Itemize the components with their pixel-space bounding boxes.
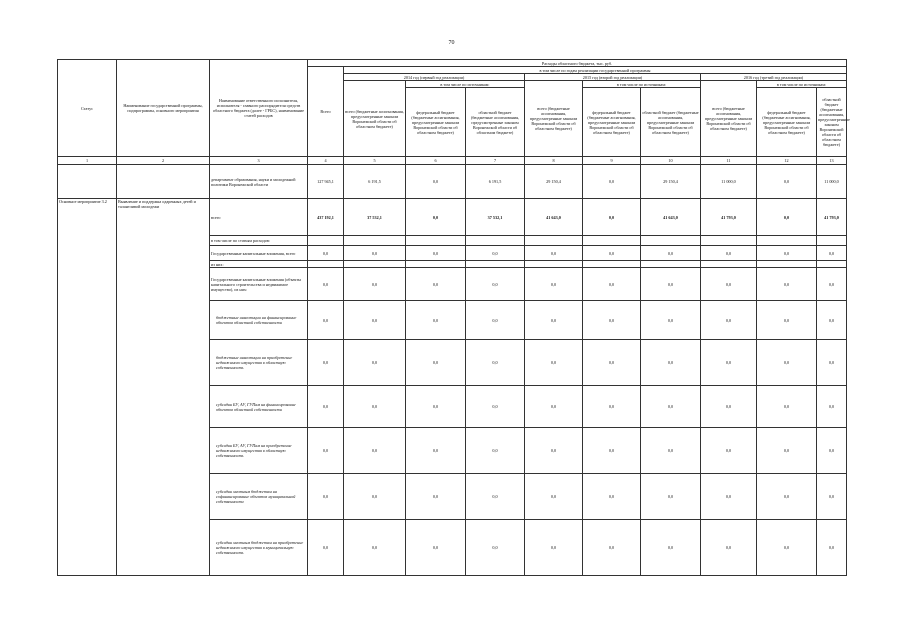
value-cell	[757, 236, 817, 246]
value-cell: 0,0	[701, 246, 757, 261]
column-number: 5	[344, 157, 406, 165]
column-number: 6	[406, 157, 466, 165]
value-cell: 0,0	[701, 386, 757, 428]
value-cell	[308, 261, 344, 268]
value-cell	[344, 236, 406, 246]
value-cell: 0,0	[406, 199, 466, 236]
value-cell: 0,0	[583, 428, 641, 474]
value-cell: 0,0	[406, 246, 466, 261]
value-cell: 0,0	[701, 428, 757, 474]
column-number: 12	[757, 157, 817, 165]
value-cell	[701, 236, 757, 246]
value-cell: 0,0	[641, 386, 701, 428]
header-expenses-title: Расходы областного бюджета, тыс. руб.	[308, 60, 847, 67]
value-cell: 437 192,1	[308, 199, 344, 236]
value-cell: 29 150,4	[525, 165, 583, 199]
column-number: 2	[117, 157, 210, 165]
column-number: 7	[466, 157, 525, 165]
value-cell: 41 643,0	[525, 199, 583, 236]
header-y1-all: всего (бюджетные ассигнования, предусмотренные законом Воронежской области об областном бюджете)	[344, 81, 406, 157]
row-label: субсидии БУ, АУ, ГУПам на приобретение недвижимого имущества в областную собственность	[210, 428, 308, 474]
value-cell: 0,0	[466, 340, 525, 386]
row-label: из них:	[210, 261, 308, 268]
header-y1-sources: в том числе по источникам:	[406, 81, 525, 88]
value-cell: 0,0	[344, 520, 406, 576]
value-cell: 0,0	[406, 340, 466, 386]
column-number: 13	[817, 157, 847, 165]
column-number: 8	[525, 157, 583, 165]
row-label: всего	[210, 199, 308, 236]
value-cell	[641, 261, 701, 268]
value-cell: 0,0	[406, 474, 466, 520]
value-cell: 0,0	[344, 386, 406, 428]
value-cell: 0,0	[583, 474, 641, 520]
value-cell	[757, 261, 817, 268]
value-cell: 0,0	[817, 386, 847, 428]
value-cell: 0,0	[757, 340, 817, 386]
value-cell	[525, 236, 583, 246]
value-cell: 0,0	[817, 520, 847, 576]
value-cell: 0,0	[466, 520, 525, 576]
value-cell: 0,0	[466, 246, 525, 261]
value-cell: 0,0	[525, 474, 583, 520]
value-cell: 0,0	[757, 268, 817, 301]
value-cell: 0,0	[466, 301, 525, 340]
value-cell: 0,0	[344, 428, 406, 474]
value-cell: 41 793,0	[817, 199, 847, 236]
value-cell: 0,0	[525, 386, 583, 428]
value-cell: 0,0	[583, 268, 641, 301]
header-status: Статус	[58, 60, 117, 157]
header-year-2016: 2016 год (третий год реализации)	[701, 74, 847, 81]
value-cell	[406, 236, 466, 246]
value-cell: 0,0	[308, 520, 344, 576]
value-cell: 0,0	[406, 301, 466, 340]
value-cell	[525, 261, 583, 268]
value-cell: 0,0	[757, 165, 817, 199]
table-row	[58, 199, 847, 236]
value-cell: 0,0	[406, 520, 466, 576]
value-cell: 0,0	[583, 301, 641, 340]
row-label: Государственные капитальные вложения, всего	[210, 246, 308, 261]
value-cell: 37 532,1	[344, 199, 406, 236]
value-cell	[406, 261, 466, 268]
value-cell: 0,0	[757, 474, 817, 520]
row-program-name	[117, 165, 210, 199]
value-cell: 0,0	[308, 386, 344, 428]
value-cell: 0,0	[641, 428, 701, 474]
header-year-2014: 2014 год (первый год реализации)	[344, 74, 525, 81]
value-cell: 0,0	[757, 428, 817, 474]
value-cell: 0,0	[701, 520, 757, 576]
value-cell: 0,0	[308, 340, 344, 386]
value-cell: 0,0	[583, 520, 641, 576]
value-cell: 0,0	[525, 340, 583, 386]
value-cell: 0,0	[466, 268, 525, 301]
column-number: 11	[701, 157, 757, 165]
column-number: 9	[583, 157, 641, 165]
column-number: 1	[58, 157, 117, 165]
value-cell: 0,0	[406, 428, 466, 474]
budget-table	[57, 59, 850, 576]
value-cell: 0,0	[641, 268, 701, 301]
table-row	[58, 165, 847, 199]
header-y3-sources: в том числе по источникам:	[757, 81, 847, 88]
column-numbers-row	[58, 157, 847, 165]
header-by-years: в том числе по годам реализации государственной программы	[344, 67, 847, 74]
value-cell: 37 532,1	[466, 199, 525, 236]
value-cell: 0,0	[641, 246, 701, 261]
value-cell: 0,0	[757, 386, 817, 428]
value-cell: 0,0	[817, 428, 847, 474]
value-cell: 0,0	[817, 268, 847, 301]
value-cell: 0,0	[583, 199, 641, 236]
value-cell: 0,0	[641, 520, 701, 576]
value-cell: 0,0	[525, 246, 583, 261]
value-cell	[583, 236, 641, 246]
column-number: 4	[308, 157, 344, 165]
row-program-name: Выявление и поддержка одаренных детей и талантливой молодежи	[117, 199, 210, 576]
value-cell: 0,0	[817, 301, 847, 340]
header-y2-regional: областной бюджет (бюджетные ассигнования, предусмотренные законом Воронежской области об областном бюджете)	[641, 88, 701, 157]
header-y2-sources: в том числе по источникам:	[583, 81, 701, 88]
header-y3-federal: федеральный бюджет (бюджетные ассигнования, предусмотренные законом Воронежской области об областном бюджете)	[757, 88, 817, 157]
value-cell: 0,0	[308, 246, 344, 261]
row-label: субсидии БУ, АУ, ГУПам на финансирование объектов областной собственности	[210, 386, 308, 428]
value-cell: 0,0	[641, 301, 701, 340]
header-y2-federal: федеральный бюджет (бюджетные ассигнования, предусмотренные законом Воронежской области об областном бюджете)	[583, 88, 641, 157]
value-cell: 0,0	[817, 474, 847, 520]
value-cell: 0,0	[308, 474, 344, 520]
value-cell: 0,0	[757, 199, 817, 236]
row-label: Государственные капитальные вложения (объекты капитального строительства и недвижимое имущество), из них:	[210, 268, 308, 301]
header-y3-all: всего (бюджетные ассигнования, предусмотренные законом Воронежской области об областном бюджете)	[701, 81, 757, 157]
column-number: 10	[641, 157, 701, 165]
value-cell: 0,0	[701, 474, 757, 520]
value-cell: 0,0	[525, 428, 583, 474]
value-cell: 127 945,1	[308, 165, 344, 199]
value-cell	[701, 261, 757, 268]
value-cell: 0,0	[406, 268, 466, 301]
header-program-name: Наименование государственной программы, подпрограммы, основного мероприятия	[117, 60, 210, 157]
value-cell: 11 000,0	[817, 165, 847, 199]
value-cell: 0,0	[344, 268, 406, 301]
value-cell	[466, 261, 525, 268]
value-cell: 0,0	[466, 474, 525, 520]
header-year-2015: 2015 год (второй год реализации)	[525, 74, 701, 81]
row-status: Основное мероприятие 3.2	[58, 199, 117, 576]
value-cell	[817, 261, 847, 268]
value-cell: 0,0	[344, 246, 406, 261]
value-cell: 0,0	[583, 386, 641, 428]
header-y1-federal: федеральный бюджет (бюджетные ассигнования, предусмотренные законом Воронежской области об областном бюджете)	[406, 88, 466, 157]
value-cell: 0,0	[583, 246, 641, 261]
value-cell: 0,0	[406, 386, 466, 428]
value-cell	[583, 261, 641, 268]
column-number: 3	[210, 157, 308, 165]
value-cell: 0,0	[757, 301, 817, 340]
value-cell: 41 793,0	[701, 199, 757, 236]
row-label: бюджетные инвестиции на финансирование объектов областной собственности	[210, 301, 308, 340]
row-label: в том числе по статьям расходов:	[210, 236, 308, 246]
value-cell: 0,0	[344, 340, 406, 386]
row-label: субсидии местным бюджетам на приобретение недвижимого имущества в муниципальную собственность	[210, 520, 308, 576]
value-cell: 0,0	[817, 340, 847, 386]
value-cell: 0,0	[701, 301, 757, 340]
value-cell	[641, 236, 701, 246]
value-cell	[308, 236, 344, 246]
value-cell: 0,0	[641, 474, 701, 520]
value-cell: 0,0	[308, 428, 344, 474]
value-cell: 0,0	[641, 340, 701, 386]
value-cell	[344, 261, 406, 268]
row-label: департамент образования, науки и молодежной политики Воронежской области	[210, 165, 308, 199]
page-number: 70	[448, 40, 455, 46]
value-cell	[817, 236, 847, 246]
value-cell: 0,0	[817, 246, 847, 261]
header-total: Всего	[308, 67, 344, 157]
value-cell: 0,0	[466, 386, 525, 428]
header-y2-all: всего (бюджетные ассигнования, предусмотренные законом Воронежской области об областном бюджете)	[525, 81, 583, 157]
value-cell: 0,0	[308, 301, 344, 340]
value-cell: 0,0	[701, 268, 757, 301]
value-cell: 0,0	[406, 165, 466, 199]
value-cell: 11 000,0	[701, 165, 757, 199]
header-y3-regional: областной бюджет (бюджетные ассигнования, предусмотренные законом Воронежской области об областном бюджете)	[817, 88, 847, 157]
header-y1-regional: областной бюджет (бюджетные ассигнования, предусмотренные законом Воронежской области об областном бюджете)	[466, 88, 525, 157]
value-cell: 6 191,5	[466, 165, 525, 199]
value-cell: 0,0	[583, 340, 641, 386]
row-label: субсидии местным бюджетам на софинансирование объектов муниципальной собственности	[210, 474, 308, 520]
header-executor: Наименование ответственного исполнителя, исполнителя - главного распорядителя средств областного бюджета (далее - ГРБС), наименование статей расходов	[210, 60, 308, 157]
value-cell: 0,0	[583, 165, 641, 199]
value-cell: 6 191,5	[344, 165, 406, 199]
value-cell: 0,0	[344, 301, 406, 340]
value-cell: 0,0	[525, 268, 583, 301]
value-cell: 0,0	[466, 428, 525, 474]
row-status	[58, 165, 117, 199]
value-cell: 0,0	[757, 246, 817, 261]
value-cell: 0,0	[344, 474, 406, 520]
value-cell: 41 643,0	[641, 199, 701, 236]
value-cell: 0,0	[308, 268, 344, 301]
value-cell: 29 150,4	[641, 165, 701, 199]
row-label: бюджетные инвестиции на приобретение недвижимого имущества в областную собственность	[210, 340, 308, 386]
value-cell: 0,0	[701, 340, 757, 386]
value-cell: 0,0	[757, 520, 817, 576]
value-cell: 0,0	[525, 301, 583, 340]
value-cell	[466, 236, 525, 246]
value-cell: 0,0	[525, 520, 583, 576]
